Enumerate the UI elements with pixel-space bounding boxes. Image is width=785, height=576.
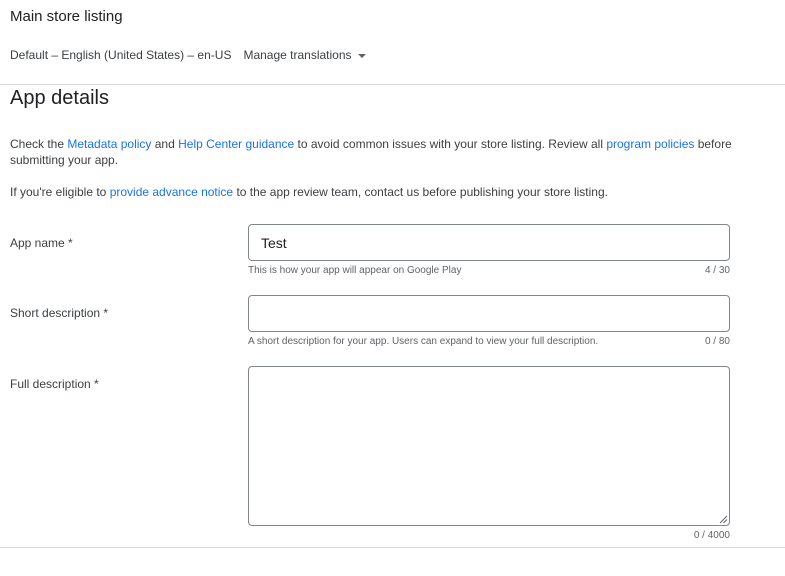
default-language-label: Default – English (United States) – en-US (10, 48, 232, 62)
header-divider (0, 84, 785, 85)
full-description-label: Full description * (10, 377, 99, 391)
caret-down-icon (358, 54, 366, 58)
resize-handle-icon[interactable] (718, 514, 728, 524)
section-title: App details (10, 87, 109, 109)
help-center-guidance-link[interactable]: Help Center guidance (178, 137, 295, 151)
text-fragment: If you're eligible to (10, 185, 110, 199)
metadata-policy-link[interactable]: Metadata policy (67, 137, 152, 151)
short-description-label: Short description * (10, 306, 109, 320)
full-description-counter: 0 / 4000 (693, 530, 730, 541)
text-fragment: Check the (10, 137, 68, 151)
full-description-textarea[interactable] (249, 367, 729, 525)
bottom-divider (0, 547, 785, 548)
app-name-input[interactable] (249, 225, 729, 260)
manage-translations-label: Manage translations (243, 48, 352, 62)
app-name-helper: This is how your app will appear on Google Play (248, 265, 462, 276)
language-row (10, 48, 366, 62)
program-policies-link[interactable]: program policies (606, 137, 695, 151)
text-fragment: to the app review team, contact us before publishing your store listing. (233, 185, 608, 199)
app-name-counter: 4 / 30 (704, 265, 730, 276)
short-description-counter: 0 / 80 (704, 336, 730, 347)
policy-paragraph (10, 136, 740, 168)
full-description-field-box (248, 366, 730, 526)
short-description-field-box (248, 295, 730, 332)
short-description-input[interactable] (249, 296, 729, 331)
text-fragment: before submitting your app. (10, 137, 732, 167)
advance-notice-link[interactable]: provide advance notice (109, 185, 234, 199)
manage-translations-dropdown[interactable] (243, 48, 365, 62)
app-name-label: App name * (10, 236, 73, 250)
app-name-field-box (248, 224, 730, 261)
short-description-helper: A short description for your app. Users can expand to view your full description. (248, 336, 599, 347)
advance-notice-paragraph (10, 184, 740, 200)
text-fragment: to avoid common issues with your store listing. Review all (294, 137, 607, 151)
text-fragment: and (151, 137, 179, 151)
page-title: Main store listing (10, 8, 123, 25)
